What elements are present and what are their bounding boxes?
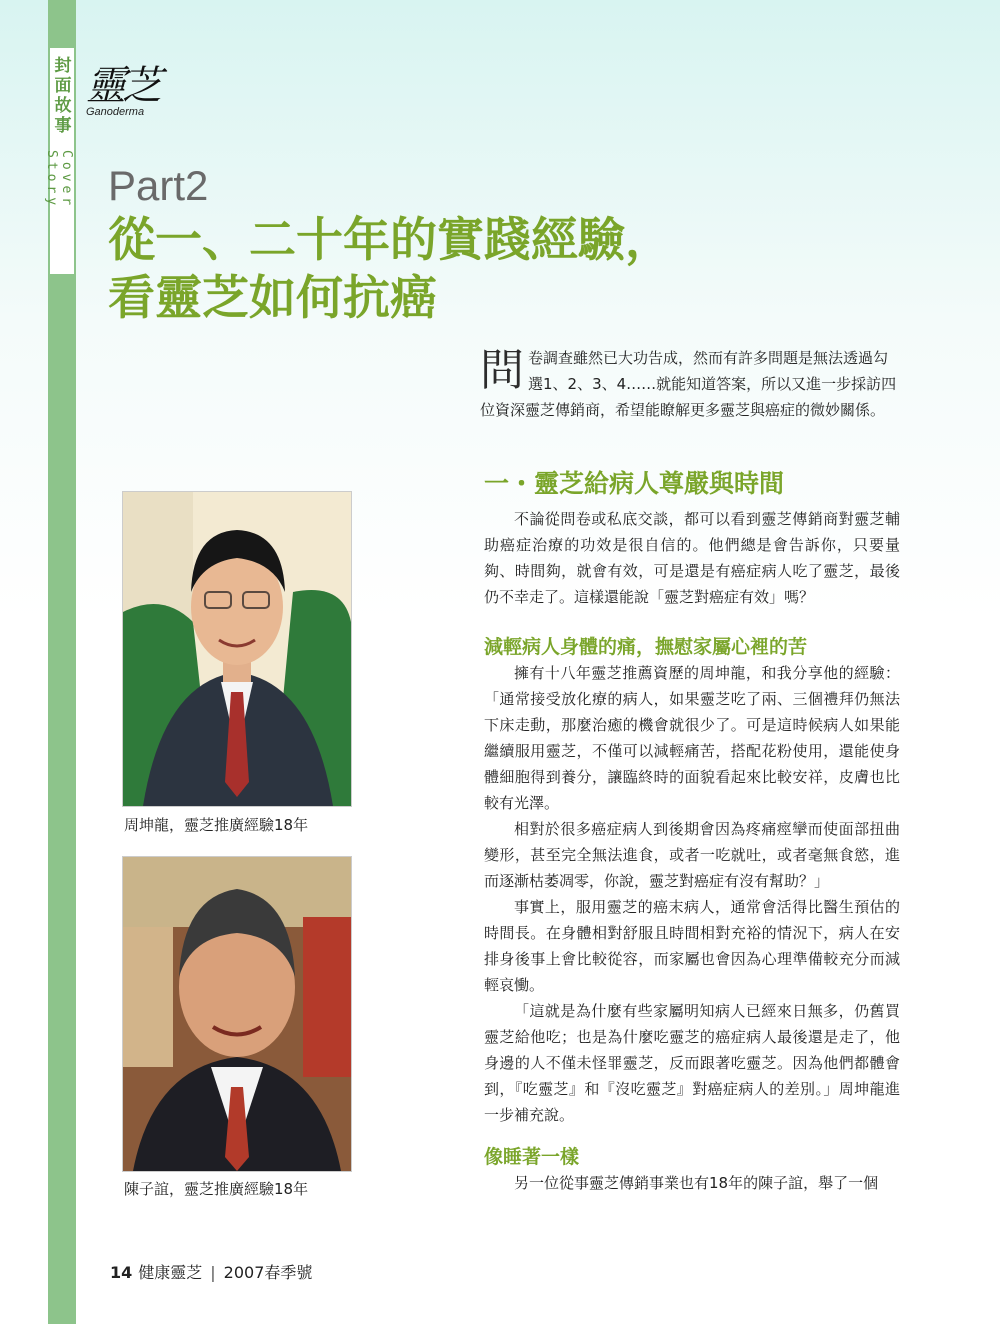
logo [86,64,158,118]
paragraph: 「這就是為什麼有些家屬明知病人已經來日無多，仍舊買靈芝給他吃；也是為什麼吃靈芝的癌症病人最後還是走了，他身邊的人不僅未怪罪靈芝，反而跟著吃靈芝。因為他們都體會到，『吃靈芝』和『沒吃靈芝』對癌症病人的差別。」周坤龍進一步補充說。 [484,1002,900,1124]
issue-label: 2007春季號 [223,1263,313,1282]
photo-2-caption: 陳子誼，靈芝推廣經驗18年 [124,1180,309,1198]
magazine-name: 健康靈芝 [138,1263,203,1282]
paragraph: 相對於很多癌症病人到後期會因為疼痛痙攣而使面部扭曲變形，甚至完全無法進食，或者一吃就吐，或者毫無食慾，進而逐漸枯萎凋零，你說，靈芝對癌症有沒有幫助？」 [484,820,900,890]
portrait-2-image [123,857,351,1171]
drop-cap: 問 [480,345,524,396]
footer-separator: | [210,1263,216,1282]
title-line-2: 看靈芝如何抗癌 [108,271,437,326]
article-title [108,212,672,328]
paragraph: 不論從問卷或私底交談，都可以看到靈芝傳銷商對靈芝輔助癌症治療的功效是很自信的。他們總是會告訴你，只要量夠、時間夠，就會有效，可是還是有癌症病人吃了靈芝，最後仍不幸走了。這樣還能說「靈芝對癌症有效」嗎？ [484,510,900,606]
intro-text: 卷調查雖然已大功告成，然而有許多問題是無法透過勾選1、2、3、4……就能知道答案，所以又進一步採訪四位資深靈芝傳銷商，希望能瞭解更多靈芝與癌症的微妙關係。 [480,349,897,419]
section-label-cn: 封面故事 [54,56,72,136]
section-3-body [484,1170,900,1196]
paragraph: 擁有十八年靈芝推薦資歷的周坤龍，和我分享他的經驗：「通常接受放化療的病人，如果靈芝吃了兩、三個禮拜仍無法下床走動，那麼治癒的機會就很少了。可是這時候病人如果能繼續服用靈芝，不僅可以減輕痛苦，搭配花粉使用，還能使身體細胞得到養分，讓臨終時的面貌看起來比較安祥，皮膚也比較有光澤。 [484,664,900,812]
portrait-photo-1 [122,491,352,807]
page-number: 14 [110,1263,133,1282]
section-heading-1: 一・靈芝給病人尊嚴與時間 [484,469,785,498]
section-label-en: Cover Story [44,150,74,210]
part-label: Part2 [108,162,209,209]
paragraph: 另一位從事靈芝傳銷事業也有18年的陳子誼，舉了一個 [514,1174,879,1192]
section-1-body [484,506,900,610]
section-heading-2: 減輕病人身體的痛，撫慰家屬心裡的苦 [484,636,808,658]
section-2-body [484,660,900,1128]
title-line-1: 從一、二十年的實踐經驗， [108,213,672,268]
section-heading-3: 像睡著一樣 [484,1146,580,1168]
paragraph: 事實上，服用靈芝的癌末病人，通常會活得比醫生預估的時間長。在身體相對舒服且時間相對充裕的情況下，病人在安排身後事上會比較從容，而家屬也會因為心理準備較充分而減輕哀慟。 [484,898,900,994]
portrait-1-image [123,492,351,806]
logo-mark: 靈芝 [86,63,158,109]
photo-1-caption: 周坤龍，靈芝推廣經驗18年 [124,816,309,834]
logo-subtitle: Ganoderma [86,106,145,118]
intro-paragraph [480,345,900,423]
portrait-photo-2 [122,856,352,1172]
page-footer [110,1260,312,1283]
